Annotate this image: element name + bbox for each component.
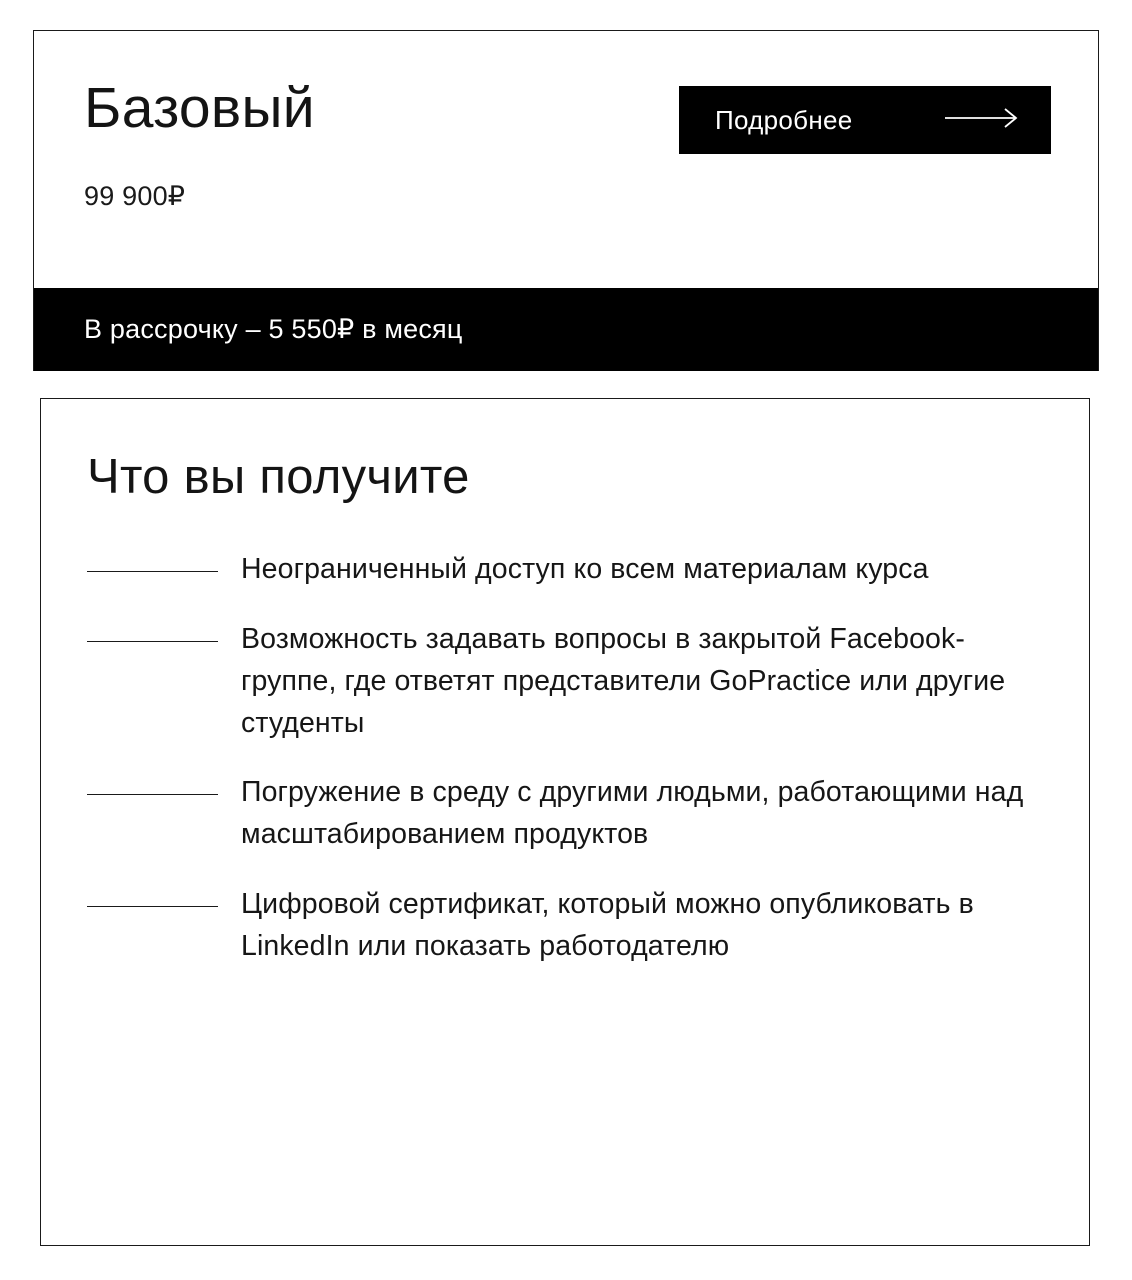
dash-icon xyxy=(87,571,218,572)
price-card-body xyxy=(34,31,1098,288)
benefit-text: Погружение в среду с другими людьми, работающими над масштабированием продуктов xyxy=(241,776,1024,851)
dash-icon xyxy=(87,641,218,642)
list-item xyxy=(87,772,1043,856)
plan-price: 99 900₽ xyxy=(84,180,186,211)
details-button[interactable] xyxy=(679,86,1051,154)
arrow-right-icon xyxy=(945,107,1019,134)
plan-title: Базовый xyxy=(84,76,315,140)
list-item xyxy=(87,549,1043,591)
benefit-text: Цифровой сертификат, который можно опубликовать в LinkedIn или показать работодателю xyxy=(241,888,974,963)
list-item xyxy=(87,884,1043,968)
benefit-list xyxy=(87,549,1043,968)
installment-label: В рассрочку – 5 550₽ в месяц xyxy=(84,314,463,344)
dash-icon xyxy=(87,794,218,795)
list-item xyxy=(87,619,1043,745)
benefits-title: Что вы получите xyxy=(87,450,470,504)
price-card xyxy=(33,30,1099,371)
benefits-card xyxy=(40,398,1090,1246)
benefit-text: Возможность задавать вопросы в закрытой Facebook-группе, где ответят представители GoPractice или другие студенты xyxy=(241,622,1006,739)
benefit-text: Неограниченный доступ ко всем материалам курса xyxy=(241,552,929,585)
details-button-label: Подробнее xyxy=(715,105,853,135)
installment-bar xyxy=(34,288,1098,371)
dash-icon xyxy=(87,906,218,907)
